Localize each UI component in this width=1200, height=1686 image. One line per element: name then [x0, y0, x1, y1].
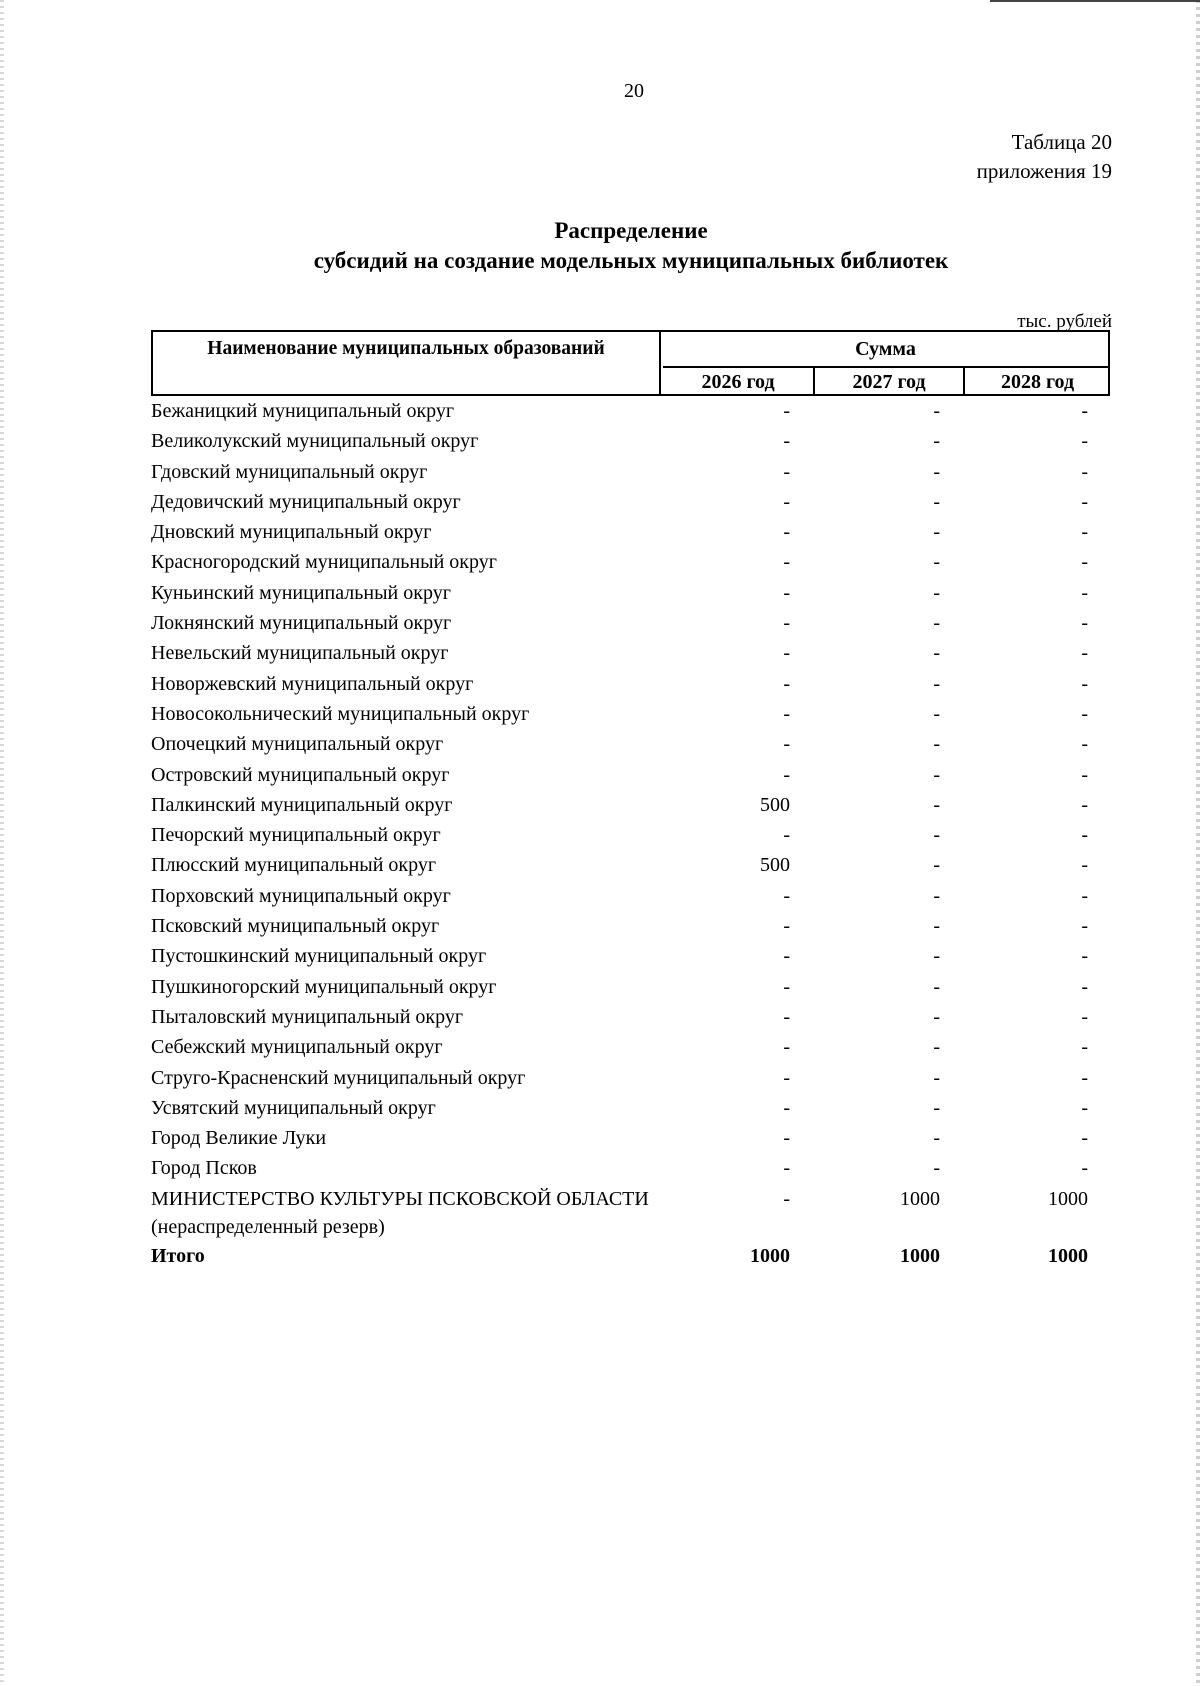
heading-line1: Распределение	[554, 218, 708, 243]
municipality-name: Пыталовский муниципальный округ	[151, 1005, 464, 1028]
table-row	[151, 972, 1110, 1002]
amount-2026: -	[783, 975, 790, 998]
municipality-name: Локнянский муниципальный округ	[151, 612, 452, 635]
amount-2028: -	[1081, 1036, 1088, 1059]
table-row	[151, 1184, 1110, 1241]
table-row	[151, 578, 1110, 608]
amount-2026: -	[783, 400, 790, 422]
municipality-name: Палкинский муниципальный округ	[151, 793, 453, 816]
amount-2026: 500	[760, 793, 790, 816]
amount-2028: -	[1081, 733, 1088, 756]
municipality-name: Дновский муниципальный округ	[151, 521, 432, 544]
amount-2026: -	[783, 490, 790, 513]
amount-2027: -	[933, 1005, 940, 1028]
header-year-2028: 2028 год	[1000, 371, 1075, 393]
municipality-name: Печорский муниципальный округ	[151, 824, 441, 847]
header-year-2027: 2027 год	[815, 368, 965, 394]
amount-2027: -	[933, 1066, 940, 1089]
amount-2027: 1000	[900, 1187, 940, 1210]
municipality-name: Итого	[151, 1244, 205, 1267]
municipality-name: Плюсский муниципальный округ	[151, 854, 437, 877]
amount-2027: -	[933, 945, 940, 968]
amount-2026: -	[783, 521, 790, 544]
amount-2028: -	[1081, 763, 1088, 786]
municipality-name: Невельский муниципальный округ	[151, 642, 449, 665]
amount-2028: -	[1081, 490, 1088, 513]
amount-2027: -	[933, 1096, 940, 1119]
amount-2028: -	[1081, 1157, 1088, 1180]
amount-2026: -	[783, 1127, 790, 1150]
amount-2027: -	[933, 521, 940, 544]
amount-2027: -	[933, 1036, 940, 1059]
table-row	[151, 729, 1110, 759]
table-row	[151, 1153, 1110, 1183]
amount-2028: -	[1081, 612, 1088, 635]
table-header	[151, 330, 1110, 396]
amount-2026: -	[783, 733, 790, 756]
amount-2028: -	[1081, 1066, 1088, 1089]
amount-2027: 1000	[900, 1244, 940, 1267]
amount-2027: -	[933, 854, 940, 877]
amount-2026: -	[783, 763, 790, 786]
header-sum: Сумма	[663, 332, 1108, 368]
table-ref-line1: Таблица 20	[1011, 130, 1112, 154]
amount-2028: -	[1081, 400, 1088, 422]
amount-2027: -	[933, 672, 940, 695]
amount-2028: -	[1081, 581, 1088, 604]
municipality-name: Гдовский муниципальный округ	[151, 460, 428, 483]
amount-2026: -	[783, 642, 790, 665]
municipality-name: Новосокольнический муниципальный округ	[151, 702, 530, 725]
amount-2026: -	[783, 884, 790, 907]
amount-2027: -	[933, 915, 940, 938]
amount-2026: -	[783, 824, 790, 847]
amount-2027: -	[933, 551, 940, 574]
amount-2027: -	[933, 975, 940, 998]
amount-2028: -	[1081, 1127, 1088, 1150]
amount-2028: -	[1081, 430, 1088, 453]
table-row	[151, 457, 1110, 487]
header-year-2026: 2026 год	[663, 368, 815, 394]
amount-2026: -	[783, 1005, 790, 1028]
municipality-name: Новоржевский муниципальный округ	[151, 672, 474, 695]
table-row	[151, 517, 1110, 547]
table-row	[151, 881, 1110, 911]
table-body	[151, 396, 1110, 1273]
table-row	[151, 790, 1110, 820]
units-label: тыс. рублей	[1017, 311, 1112, 332]
amount-2026: -	[783, 945, 790, 968]
table-row	[151, 608, 1110, 638]
document-heading	[0, 216, 1200, 276]
table-row	[151, 1063, 1110, 1093]
amount-2027: -	[933, 400, 940, 422]
amount-2028: -	[1081, 854, 1088, 877]
municipality-name: Великолукский муниципальный округ	[151, 430, 479, 453]
total-row	[151, 1241, 1110, 1273]
amount-2027: -	[933, 1157, 940, 1180]
amount-2028: -	[1081, 915, 1088, 938]
amount-2027: -	[933, 884, 940, 907]
amount-2028: 1000	[1048, 1187, 1088, 1210]
table-row	[151, 699, 1110, 729]
table-ref-line2: приложения 19	[976, 159, 1112, 183]
municipality-name: Псковский муниципальный округ	[151, 915, 440, 938]
amount-2028: -	[1081, 1096, 1088, 1119]
amount-2026: -	[783, 1036, 790, 1059]
top-rule	[990, 0, 1200, 2]
amount-2027: -	[933, 581, 940, 604]
table-row	[151, 669, 1110, 699]
amount-2028: -	[1081, 1005, 1088, 1028]
municipality-name: Город Великие Луки	[151, 1127, 327, 1150]
amount-2026: -	[783, 1157, 790, 1180]
municipality-name: Себежский муниципальный округ	[151, 1036, 443, 1059]
amount-2027: -	[933, 793, 940, 816]
municipality-name: Порховский муниципальный округ	[151, 884, 451, 907]
amount-2028: -	[1081, 824, 1088, 847]
municipality-name: Опочецкий муниципальный округ	[151, 733, 444, 756]
amount-2026: -	[783, 581, 790, 604]
municipality-name: Островский муниципальный округ	[151, 763, 450, 786]
amount-2027: -	[933, 824, 940, 847]
amount-2026: -	[783, 672, 790, 695]
amount-2028: -	[1081, 975, 1088, 998]
amount-2028: -	[1081, 642, 1088, 665]
municipality-name: Пустошкинский муниципальный округ	[151, 945, 487, 968]
amount-2028: -	[1081, 460, 1088, 483]
table-row	[151, 1032, 1110, 1062]
amount-2028: -	[1081, 672, 1088, 695]
heading-line2: субсидий на создание модельных муниципальных библиотек	[313, 248, 949, 273]
amount-2027: -	[933, 733, 940, 756]
municipality-name: Бежаницкий муниципальный округ	[151, 400, 455, 422]
amount-2026: -	[783, 915, 790, 938]
municipality-name: Струго-Красненский муниципальный округ	[151, 1066, 526, 1089]
amount-2026: -	[783, 551, 790, 574]
table-row	[151, 1123, 1110, 1153]
amount-2028: 1000	[1048, 1244, 1088, 1267]
municipality-name: Усвятский муниципальный округ	[151, 1096, 436, 1119]
table-row	[151, 850, 1110, 880]
amount-2026: -	[783, 1066, 790, 1089]
amount-2026: 500	[760, 854, 790, 877]
municipality-name: МИНИСТЕРСТВО КУЛЬТУРЫ ПСКОВСКОЙ ОБЛАСТИ (нераспределенный резерв)	[151, 1187, 649, 1238]
amount-2027: -	[933, 1127, 940, 1150]
amount-2027: -	[933, 702, 940, 725]
amount-2026: -	[783, 1096, 790, 1119]
amount-2027: -	[933, 460, 940, 483]
amount-2027: -	[933, 642, 940, 665]
amount-2028: -	[1081, 702, 1088, 725]
municipality-name: Дедовичский муниципальный округ	[151, 490, 461, 513]
table-row	[151, 941, 1110, 971]
amount-2028: -	[1081, 551, 1088, 574]
amount-2028: -	[1081, 793, 1088, 816]
municipality-name: Красногородский муниципальный округ	[151, 551, 497, 574]
amount-2026: -	[783, 460, 790, 483]
table-row	[151, 820, 1110, 850]
amount-2026: 1000	[750, 1244, 790, 1267]
header-municipality: Наименование муниципальных образований	[153, 332, 661, 394]
table-row	[151, 1002, 1110, 1032]
table-row	[151, 911, 1110, 941]
table-row	[151, 547, 1110, 577]
amount-2026: -	[783, 430, 790, 453]
municipality-name: Пушкиногорский муниципальный округ	[151, 975, 497, 998]
amount-2027: -	[933, 490, 940, 513]
amount-2028: -	[1081, 945, 1088, 968]
table-row	[151, 760, 1110, 790]
amount-2028: -	[1081, 521, 1088, 544]
amount-2027: -	[933, 612, 940, 635]
amount-2027: -	[933, 763, 940, 786]
amount-2026: -	[783, 612, 790, 635]
table-row	[151, 487, 1110, 517]
table-row	[151, 396, 1110, 426]
table-row	[151, 426, 1110, 456]
table-row	[151, 1093, 1110, 1123]
amount-2026: -	[783, 702, 790, 725]
municipality-name: Куньинский муниципальный округ	[151, 581, 451, 604]
table-reference	[977, 128, 1112, 186]
municipality-name: Город Псков	[151, 1157, 257, 1180]
amount-2026: -	[783, 1187, 790, 1210]
table-row	[151, 638, 1110, 668]
amount-2028: -	[1081, 884, 1088, 907]
amount-2027: -	[933, 430, 940, 453]
page-number: 20	[624, 80, 644, 102]
